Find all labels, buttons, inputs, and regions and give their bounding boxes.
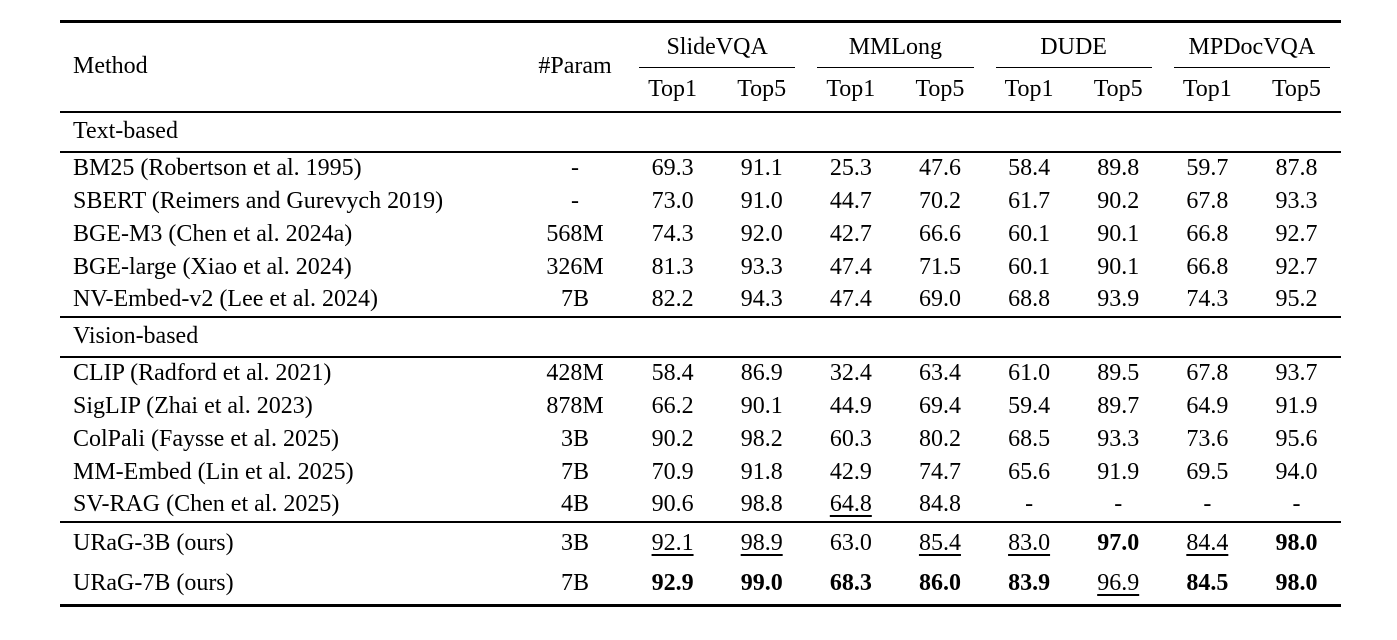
group-label-slidevqa: SlideVQA [639, 30, 795, 68]
value-cell: 99.0 [740, 570, 783, 597]
group-label-mmlong: MMLong [817, 30, 973, 68]
value-cell: 86.9 [740, 360, 783, 386]
value-cell: 58.4 [1008, 155, 1051, 181]
method-cell: URaG-3B (ours) [73, 529, 234, 556]
value-cell: 89.8 [1097, 155, 1140, 181]
value-cell: 69.0 [918, 286, 961, 312]
value-cell: 66.2 [651, 392, 694, 419]
value-cell: 68.5 [1008, 425, 1051, 452]
col-group-dude [985, 22, 1163, 68]
value-cell: 84.8 [918, 491, 961, 517]
value-cell: 44.9 [829, 392, 872, 419]
value-cell: 67.8 [1186, 360, 1229, 386]
value-cell: 92.9 [651, 570, 694, 597]
col-subheader-slidevqa-top5: Top5 [737, 75, 787, 102]
col-subheader-mmlong-top1: Top1 [826, 75, 876, 102]
value-cell: 25.3 [829, 155, 872, 181]
table-section [60, 112, 1341, 317]
table-row [60, 251, 1341, 284]
value-cell: 98.2 [740, 425, 783, 452]
value-cell: 91.9 [1275, 392, 1318, 419]
results-table [60, 20, 1341, 607]
value-cell: 71.5 [918, 253, 961, 280]
col-subheader-dude-top5: Top5 [1093, 75, 1143, 102]
value-cell: 47.4 [829, 286, 872, 312]
table-row [60, 185, 1341, 218]
table-row [60, 456, 1341, 489]
value-cell: 65.6 [1008, 458, 1051, 485]
value-cell: 59.7 [1186, 155, 1229, 181]
value-cell: 89.5 [1097, 360, 1140, 386]
value-cell: - [1292, 491, 1301, 517]
col-group-slidevqa [628, 22, 806, 68]
value-cell: 93.7 [1275, 360, 1318, 386]
value-cell: 63.4 [918, 360, 961, 386]
value-cell: 87.8 [1275, 155, 1318, 181]
method-cell: ColPali (Faysse et al. 2025) [73, 425, 339, 452]
value-cell: 98.0 [1275, 529, 1318, 556]
param-cell: 7B [560, 458, 589, 485]
value-cell: 73.6 [1186, 425, 1229, 452]
value-cell: 69.3 [651, 155, 694, 181]
value-cell: 94.3 [740, 286, 783, 312]
value-cell: 59.4 [1008, 392, 1051, 419]
method-cell: MM-Embed (Lin et al. 2025) [73, 458, 354, 485]
value-cell: 95.6 [1275, 425, 1318, 452]
value-cell: 70.9 [651, 458, 694, 485]
table-section [60, 317, 1341, 522]
col-subheader-mpdocvqa-top5: Top5 [1271, 75, 1321, 102]
col-subheader-slidevqa-top1: Top1 [648, 75, 698, 102]
value-cell: 82.2 [651, 286, 694, 312]
value-cell: 93.3 [1097, 425, 1140, 452]
value-cell: 58.4 [651, 360, 694, 386]
value-cell: 91.8 [740, 458, 783, 485]
col-subheader-dude-top1: Top1 [1004, 75, 1054, 102]
value-cell: 69.5 [1186, 458, 1229, 485]
value-cell: 95.2 [1275, 286, 1318, 312]
value-cell: 63.0 [829, 529, 872, 556]
value-cell: 73.0 [651, 187, 694, 214]
value-cell: 91.0 [740, 187, 783, 214]
param-cell: 7B [560, 286, 589, 312]
col-header-param: #Param [538, 53, 612, 80]
value-cell: 61.0 [1008, 360, 1051, 386]
value-cell: 98.9 [740, 529, 783, 556]
table-row [60, 218, 1341, 251]
value-cell: 93.3 [740, 253, 783, 280]
value-cell: 74.7 [918, 458, 961, 485]
value-cell: 93.3 [1275, 187, 1318, 214]
col-subheader-mmlong-top5: Top5 [915, 75, 965, 102]
value-cell: 90.6 [651, 491, 694, 517]
param-cell: 3B [560, 425, 589, 452]
value-cell: 68.8 [1008, 286, 1051, 312]
group-label-mpdocvqa: MPDocVQA [1174, 30, 1330, 68]
value-cell: 86.0 [918, 570, 961, 597]
value-cell: 60.1 [1008, 253, 1051, 280]
retrieval-results-table-container [60, 20, 1341, 607]
param-cell: 4B [560, 491, 589, 517]
value-cell: 83.9 [1008, 570, 1051, 597]
value-cell: 97.0 [1097, 529, 1140, 556]
method-cell: CLIP (Radford et al. 2021) [73, 360, 332, 386]
value-cell: - [1203, 491, 1212, 517]
method-cell: NV-Embed-v2 (Lee et al. 2024) [73, 286, 379, 312]
table-row [60, 284, 1341, 317]
table-row [60, 152, 1341, 185]
value-cell: 84.5 [1186, 570, 1229, 597]
method-cell: URaG-7B (ours) [73, 570, 234, 597]
param-cell: 428M [546, 360, 604, 386]
method-cell: SigLIP (Zhai et al. 2023) [73, 392, 313, 419]
col-header-method: Method [73, 53, 148, 80]
value-cell: - [1025, 491, 1034, 517]
value-cell: 96.9 [1097, 570, 1140, 597]
value-cell: 69.4 [918, 392, 961, 419]
value-cell: 74.3 [1186, 286, 1229, 312]
table-row [60, 390, 1341, 423]
param-cell: 7B [560, 570, 589, 597]
method-cell: BGE-M3 (Chen et al. 2024a) [73, 220, 353, 247]
param-cell: - [571, 187, 579, 214]
method-cell: BM25 (Robertson et al. 1995) [73, 155, 362, 181]
method-cell: SBERT (Reimers and Gurevych 2019) [73, 187, 444, 214]
value-cell: 91.9 [1097, 458, 1140, 485]
col-group-mpdocvqa [1163, 22, 1341, 68]
value-cell: 80.2 [918, 425, 961, 452]
value-cell: 60.1 [1008, 220, 1051, 247]
value-cell: 91.1 [740, 155, 783, 181]
group-label-dude: DUDE [996, 30, 1152, 68]
value-cell: 89.7 [1097, 392, 1140, 419]
table-header [60, 22, 1341, 112]
table-row [60, 522, 1341, 564]
value-cell: 90.2 [651, 425, 694, 452]
value-cell: 60.3 [829, 425, 872, 452]
value-cell: 42.9 [829, 458, 872, 485]
value-cell: 66.8 [1186, 253, 1229, 280]
table-row [60, 489, 1341, 522]
param-cell: 3B [560, 529, 589, 556]
value-cell: 66.6 [918, 220, 961, 247]
value-cell: 67.8 [1186, 187, 1229, 214]
table-section [60, 522, 1341, 606]
value-cell: 90.2 [1097, 187, 1140, 214]
section-label: Vision-based [73, 323, 199, 349]
section-label: Text-based [73, 118, 178, 144]
value-cell: 61.7 [1008, 187, 1051, 214]
param-cell: - [571, 155, 579, 181]
param-cell: 326M [546, 253, 604, 280]
value-cell: 90.1 [1097, 253, 1140, 280]
value-cell: 47.6 [918, 155, 961, 181]
value-cell: 66.8 [1186, 220, 1229, 247]
param-cell: 878M [546, 392, 604, 419]
table-row [60, 423, 1341, 456]
method-cell: BGE-large (Xiao et al. 2024) [73, 253, 352, 280]
value-cell: 74.3 [651, 220, 694, 247]
value-cell: 81.3 [651, 253, 694, 280]
value-cell: 84.4 [1186, 529, 1229, 556]
col-group-mmlong [806, 22, 984, 68]
value-cell: 98.0 [1275, 570, 1318, 597]
value-cell: 92.1 [651, 529, 694, 556]
value-cell: 92.0 [740, 220, 783, 247]
param-cell: 568M [546, 220, 604, 247]
value-cell: 92.7 [1275, 220, 1318, 247]
value-cell: 98.8 [740, 491, 783, 517]
value-cell: 68.3 [829, 570, 872, 597]
value-cell: 64.8 [829, 491, 872, 517]
value-cell: 93.9 [1097, 286, 1140, 312]
value-cell: 90.1 [740, 392, 783, 419]
value-cell: 90.1 [1097, 220, 1140, 247]
table-row [60, 564, 1341, 606]
value-cell: 32.4 [829, 360, 872, 386]
value-cell: 42.7 [829, 220, 872, 247]
section-header-row [60, 317, 1341, 357]
method-cell: SV-RAG (Chen et al. 2025) [73, 491, 340, 517]
value-cell: 92.7 [1275, 253, 1318, 280]
value-cell: - [1114, 491, 1123, 517]
value-cell: 70.2 [918, 187, 961, 214]
header-group-row [60, 22, 1341, 68]
value-cell: 94.0 [1275, 458, 1318, 485]
col-subheader-mpdocvqa-top1: Top1 [1182, 75, 1232, 102]
value-cell: 47.4 [829, 253, 872, 280]
value-cell: 64.9 [1186, 392, 1229, 419]
value-cell: 85.4 [918, 529, 961, 556]
value-cell: 83.0 [1008, 529, 1051, 556]
section-header-row [60, 112, 1341, 152]
value-cell: 44.7 [829, 187, 872, 214]
table-row [60, 357, 1341, 390]
